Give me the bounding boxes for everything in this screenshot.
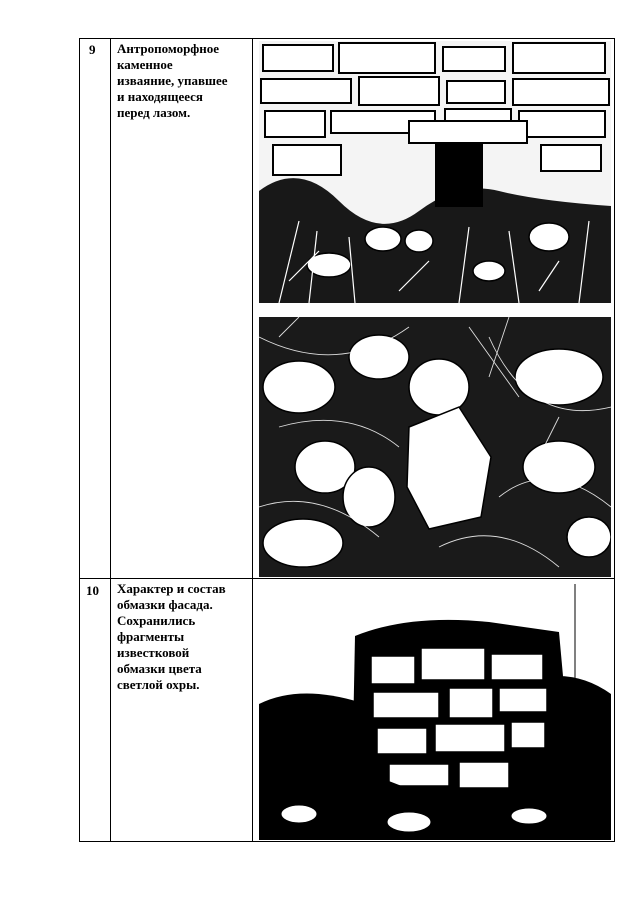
photo-fallen-sculpture	[259, 317, 611, 577]
column-divider	[110, 39, 111, 841]
photo-tower-facade	[259, 584, 611, 840]
row-description: Антропоморфное каменное изваяние, упавшее и находящееся перед лазом.	[117, 41, 228, 120]
row-description: Характер и состав обмазки фасада. Сохранились фрагменты известковой обмазки цвета светлой охры.	[117, 581, 226, 692]
description-table	[79, 38, 615, 842]
row-number: 9	[89, 42, 96, 57]
photo-stone-wall-entrance	[259, 41, 611, 303]
row-number: 10	[86, 583, 99, 598]
column-divider	[252, 39, 253, 841]
row-divider	[80, 578, 614, 579]
